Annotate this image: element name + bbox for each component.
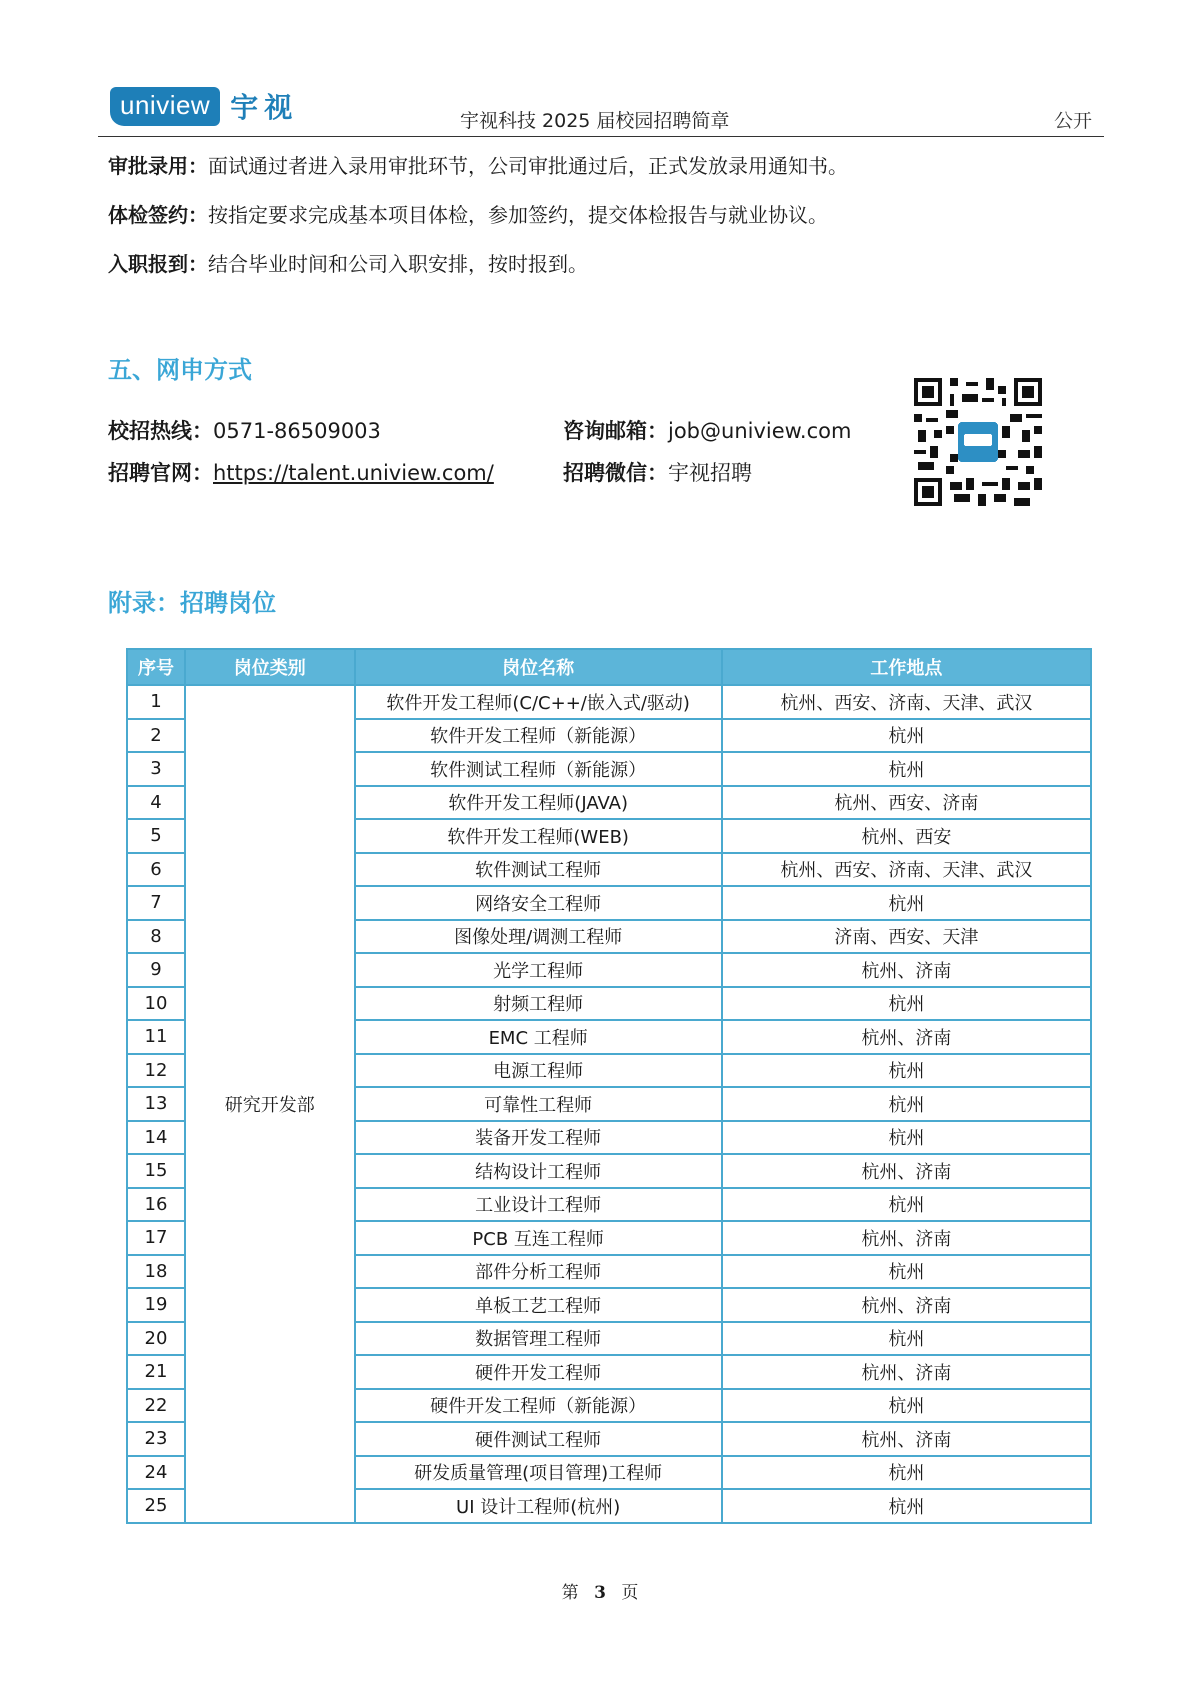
work-location: 杭州	[722, 886, 1091, 920]
position-name: 单板工艺工程师	[355, 1288, 722, 1322]
row-number: 6	[127, 853, 185, 887]
position-name: 装备开发工程师	[355, 1121, 722, 1155]
row-number: 11	[127, 1020, 185, 1054]
row-number: 22	[127, 1389, 185, 1423]
work-location: 杭州	[722, 752, 1091, 786]
table-row	[127, 685, 1091, 719]
row-number: 21	[127, 1355, 185, 1389]
email: 咨询邮箱：job@uniview.com	[563, 419, 852, 443]
step-medical: 体检签约：按指定要求完成基本项目体检，参加签约，提交体检报告与就业协议。	[108, 203, 828, 227]
work-location: 杭州	[722, 1389, 1091, 1423]
page-number: 3	[594, 1583, 606, 1603]
work-location: 杭州、西安、济南、天津、武汉	[722, 853, 1091, 887]
contact-row	[108, 415, 888, 457]
row-number: 18	[127, 1255, 185, 1289]
position-name: 软件测试工程师	[355, 853, 722, 887]
classification-label: 公开	[1053, 110, 1092, 132]
step-label: 体检签约	[108, 203, 188, 227]
row-number: 8	[127, 920, 185, 954]
row-number: 16	[127, 1188, 185, 1222]
website-link[interactable]: https://talent.uniview.com/	[213, 461, 494, 485]
section-apply-title: 五、网申方式	[108, 356, 252, 384]
row-number: 4	[127, 786, 185, 820]
row-number: 3	[127, 752, 185, 786]
position-name: 软件开发工程师（新能源）	[355, 719, 722, 753]
wechat-value: 宇视招聘	[668, 461, 752, 485]
work-location: 杭州、济南	[722, 1154, 1091, 1188]
row-number: 13	[127, 1087, 185, 1121]
position-name: 研发质量管理(项目管理)工程师	[355, 1456, 722, 1490]
position-name: 可靠性工程师	[355, 1087, 722, 1121]
row-number: 20	[127, 1322, 185, 1356]
contact-info	[108, 415, 888, 499]
step-approval: 审批录用：面试通过者进入录用审批环节，公司审批通过后，正式发放录用通知书。	[108, 154, 848, 178]
position-name: 网络安全工程师	[355, 886, 722, 920]
step-text: 按指定要求完成基本项目体检，参加签约，提交体检报告与就业协议。	[208, 203, 828, 227]
jobs-table	[126, 648, 1092, 1524]
hotline-value: 0571-86509003	[213, 419, 381, 443]
row-number: 24	[127, 1456, 185, 1490]
work-location: 杭州、济南	[722, 1288, 1091, 1322]
logo-text: uniview	[110, 87, 220, 126]
appendix-title: 附录：招聘岗位	[108, 589, 276, 617]
website: 招聘官网：https://talent.uniview.com/	[108, 461, 494, 485]
work-location: 杭州	[722, 719, 1091, 753]
position-name: 软件开发工程师(WEB)	[355, 819, 722, 853]
position-name: 电源工程师	[355, 1054, 722, 1088]
column-header: 岗位类别	[185, 649, 355, 685]
table-header-row	[127, 649, 1091, 685]
step-label: 入职报到	[108, 252, 188, 276]
position-name: 结构设计工程师	[355, 1154, 722, 1188]
row-number: 17	[127, 1221, 185, 1255]
work-location: 济南、西安、天津	[722, 920, 1091, 954]
page-header	[98, 84, 1104, 137]
position-name: 工业设计工程师	[355, 1188, 722, 1222]
row-number: 14	[127, 1121, 185, 1155]
work-location: 杭州、济南	[722, 953, 1091, 987]
work-location: 杭州、西安、济南、天津、武汉	[722, 685, 1091, 719]
work-location: 杭州	[722, 1255, 1091, 1289]
wechat: 招聘微信：宇视招聘	[563, 461, 752, 485]
row-number: 23	[127, 1422, 185, 1456]
position-name: EMC 工程师	[355, 1020, 722, 1054]
footer-suffix: 页	[621, 1583, 639, 1603]
row-number: 19	[127, 1288, 185, 1322]
step-text: 结合毕业时间和公司入职安排，按时报到。	[208, 252, 588, 276]
work-location: 杭州、济南	[722, 1020, 1091, 1054]
work-location: 杭州	[722, 1121, 1091, 1155]
position-name: 软件开发工程师(JAVA)	[355, 786, 722, 820]
position-name: 软件开发工程师(C/C++/嵌入式/驱动)	[355, 685, 722, 719]
footer-prefix: 第	[561, 1583, 579, 1603]
position-name: 硬件测试工程师	[355, 1422, 722, 1456]
row-number: 9	[127, 953, 185, 987]
row-number: 1	[127, 685, 185, 719]
email-value[interactable]: job@uniview.com	[668, 419, 852, 443]
column-header: 序号	[127, 649, 185, 685]
position-name: 数据管理工程师	[355, 1322, 722, 1356]
position-name: 硬件开发工程师	[355, 1355, 722, 1389]
position-name: 图像处理/调测工程师	[355, 920, 722, 954]
work-location: 杭州	[722, 1087, 1091, 1121]
work-location: 杭州	[722, 1489, 1091, 1523]
jobs-table-body	[127, 685, 1091, 1523]
work-location: 杭州、济南	[722, 1422, 1091, 1456]
process-steps	[108, 150, 848, 297]
qr-code-icon	[914, 378, 1042, 506]
row-number: 10	[127, 987, 185, 1021]
logo-cn: 宇视	[230, 91, 299, 124]
work-location: 杭州	[722, 1322, 1091, 1356]
work-location: 杭州、济南	[722, 1355, 1091, 1389]
work-location: 杭州	[722, 987, 1091, 1021]
row-number: 5	[127, 819, 185, 853]
step-text: 面试通过者进入录用审批环节，公司审批通过后，正式发放录用通知书。	[208, 154, 848, 178]
page-footer	[0, 1578, 1200, 1603]
uniview-logo	[110, 86, 298, 126]
position-name: PCB 互连工程师	[355, 1221, 722, 1255]
work-location: 杭州、济南	[722, 1221, 1091, 1255]
position-name: 光学工程师	[355, 953, 722, 987]
step-onboarding: 入职报到：结合毕业时间和公司入职安排，按时报到。	[108, 252, 588, 276]
work-location: 杭州、西安、济南	[722, 786, 1091, 820]
column-header: 岗位名称	[355, 649, 722, 685]
work-location: 杭州	[722, 1054, 1091, 1088]
step-label: 审批录用	[108, 154, 188, 178]
row-number: 7	[127, 886, 185, 920]
document-title: 宇视科技 2025 届校园招聘简章	[460, 110, 730, 132]
work-location: 杭州	[722, 1188, 1091, 1222]
row-number: 12	[127, 1054, 185, 1088]
category-cell: 研究开发部	[185, 685, 355, 1523]
hotline: 校招热线：0571-86509003	[108, 419, 381, 443]
position-name: 软件测试工程师（新能源）	[355, 752, 722, 786]
work-location: 杭州	[722, 1456, 1091, 1490]
row-number: 2	[127, 719, 185, 753]
position-name: 硬件开发工程师（新能源）	[355, 1389, 722, 1423]
position-name: 部件分析工程师	[355, 1255, 722, 1289]
row-number: 25	[127, 1489, 185, 1523]
position-name: 射频工程师	[355, 987, 722, 1021]
contact-row	[108, 457, 888, 499]
row-number: 15	[127, 1154, 185, 1188]
work-location: 杭州、西安	[722, 819, 1091, 853]
position-name: UI 设计工程师(杭州)	[355, 1489, 722, 1523]
column-header: 工作地点	[722, 649, 1091, 685]
